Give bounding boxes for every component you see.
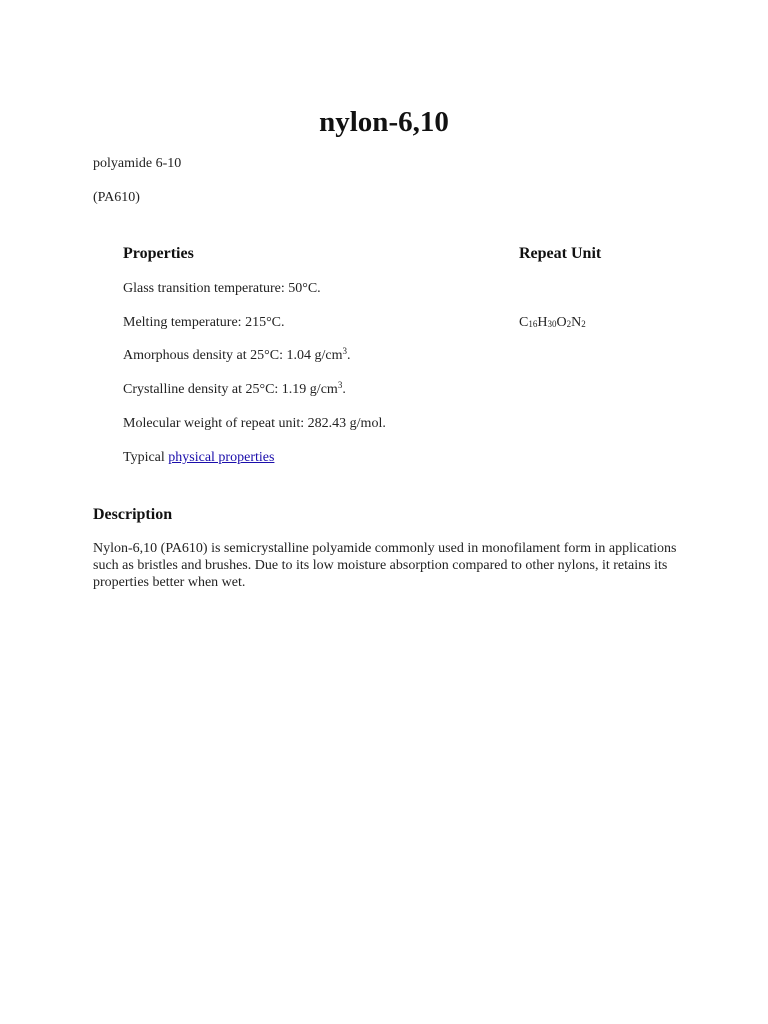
- amorphous-density-suffix: .: [346, 348, 351, 363]
- molecular-weight: Molecular weight of repeat unit: 282.43 g/mol.: [123, 416, 386, 431]
- amorphous-density-text: Amorphous density at 25°C: 1.04 g/cm: [123, 348, 343, 363]
- formula-oxygen: O: [556, 315, 567, 330]
- page-title: nylon-6,10: [319, 106, 449, 138]
- crystalline-density-suffix: .: [342, 382, 346, 397]
- amorphous-density: [123, 347, 350, 365]
- description-heading: Description: [93, 506, 173, 523]
- formula-oxygen-count: 2: [566, 319, 572, 329]
- description-body: Nylon-6,10 (PA610) is semicrystalline polyamide commonly used in monofilament form in applications such as bristles and brushes. Due to its low moisture absorption compared to other nylons, it retains its properties better when wet.: [93, 541, 677, 590]
- formula-nitrogen-count: 2: [581, 319, 586, 329]
- typical-properties-line: [123, 449, 274, 467]
- formula-nitrogen: N: [571, 315, 582, 330]
- crystalline-density-exponent: 3: [337, 380, 343, 390]
- formula-carbon: C: [519, 315, 529, 330]
- formula-hydrogen-count: 30: [547, 319, 557, 329]
- abbreviation: (PA610): [93, 190, 140, 205]
- typical-prefix: Typical: [123, 450, 169, 465]
- melting-temperature: Melting temperature: 215°C.: [123, 315, 285, 330]
- repeat-unit-heading: Repeat Unit: [519, 245, 602, 262]
- formula-carbon-count: 16: [528, 319, 538, 329]
- glass-transition-temperature: Glass transition temperature: 50°C.: [123, 281, 321, 296]
- crystalline-density-text: Crystalline density at 25°C: 1.19 g/cm: [123, 382, 338, 397]
- repeat-unit-formula: [519, 314, 586, 332]
- alternate-name: polyamide 6-10: [93, 156, 182, 171]
- physical-properties-link[interactable]: physical properties: [168, 450, 275, 465]
- properties-heading: Properties: [123, 245, 194, 262]
- formula-hydrogen: H: [537, 315, 548, 330]
- crystalline-density: [123, 381, 346, 399]
- amorphous-density-exponent: 3: [342, 346, 347, 356]
